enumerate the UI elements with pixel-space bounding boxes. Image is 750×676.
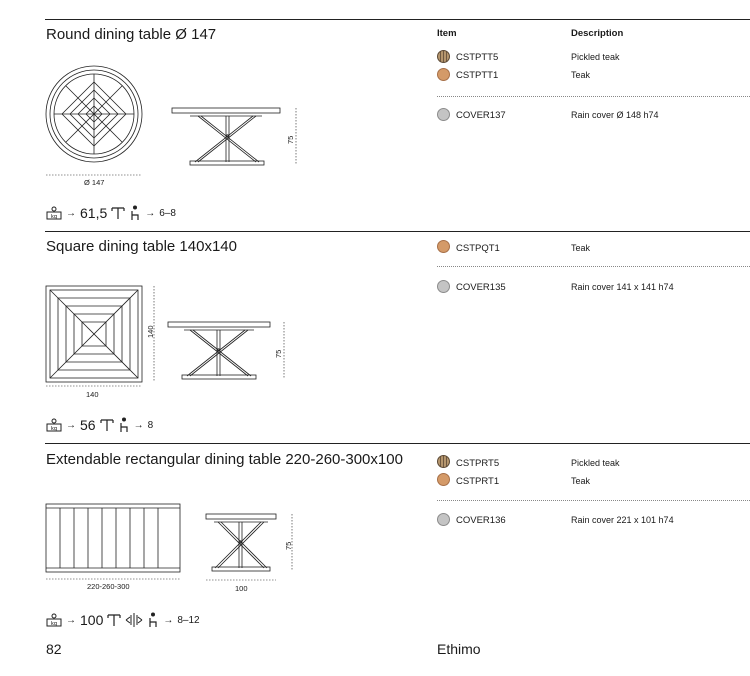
dotted-separator	[437, 500, 750, 501]
item-description: Teak	[571, 70, 591, 80]
item-description: Teak	[571, 243, 591, 253]
cover-description: Rain cover 141 x 141 h74	[571, 282, 674, 292]
cover-code: COVER135	[456, 282, 506, 293]
pickled-teak-swatch	[437, 455, 450, 468]
arrow-icon: →	[133, 419, 144, 431]
item-description: Pickled teak	[571, 458, 620, 468]
cover-description: Rain cover Ø 148 h74	[571, 110, 659, 120]
dotted-separator	[437, 266, 750, 267]
item-code: CSTPTT1	[456, 70, 499, 81]
arrow-icon: →	[66, 207, 76, 219]
weight-value: 100	[80, 612, 104, 628]
product-title: Extendable rectangular dining table 220-260-300x100	[46, 451, 403, 468]
rectangular-table-top-view	[44, 502, 182, 584]
seats-value: 8–12	[177, 614, 200, 626]
teak-swatch	[437, 473, 450, 486]
teak-swatch	[437, 240, 450, 253]
brand-name: Ethimo	[437, 641, 481, 657]
weight-kg-icon	[46, 613, 62, 627]
item-code: CSTPQT1	[456, 243, 500, 254]
product-title: Square dining table 140x140	[46, 238, 237, 255]
square-table-side-view	[166, 320, 290, 382]
weight-kg-icon	[46, 418, 62, 432]
item-description: Teak	[571, 476, 591, 486]
depth-dimension: 140	[146, 325, 155, 338]
weight-value: 61,5	[80, 205, 108, 221]
pickled-teak-swatch	[437, 50, 450, 63]
square-table-top-view	[44, 284, 160, 388]
umbrella-hole-icon	[100, 418, 114, 432]
umbrella-hole-icon	[111, 206, 125, 220]
item-code: CSTPRT5	[456, 458, 500, 469]
section-rule	[45, 231, 750, 232]
arrow-icon: →	[145, 207, 156, 219]
length-dimension: 220-260-300	[87, 582, 130, 591]
height-dimension: 75	[284, 541, 293, 550]
seats-value: 8	[147, 419, 154, 431]
seats-value: 6–8	[159, 207, 176, 219]
section-rule	[45, 443, 750, 444]
spec-row	[46, 612, 200, 628]
item-code: CSTPTT5	[456, 52, 499, 63]
svg-text:kg: kg	[50, 426, 58, 432]
spec-row	[46, 417, 153, 433]
arrow-icon: →	[163, 614, 174, 626]
round-table-side-view	[170, 106, 302, 168]
item-column-header: Item	[437, 28, 457, 39]
item-description: Pickled teak	[571, 52, 620, 62]
cover-swatch	[437, 513, 450, 526]
svg-text:kg: kg	[50, 214, 58, 220]
round-table-top-view	[44, 64, 144, 182]
description-column-header: Description	[571, 28, 624, 39]
height-dimension: 75	[274, 349, 283, 358]
seat-icon	[147, 612, 159, 628]
dotted-separator	[437, 96, 750, 97]
cover-code: COVER137	[456, 110, 506, 121]
umbrella-hole-icon	[107, 613, 121, 627]
page-number: 82	[46, 641, 62, 657]
cover-swatch	[437, 280, 450, 293]
teak-swatch	[437, 68, 450, 81]
item-code: CSTPRT1	[456, 476, 500, 487]
extendable-icon	[125, 612, 143, 628]
weight-value: 56	[80, 417, 96, 433]
seat-icon	[118, 417, 130, 433]
diameter-dimension: Ø 147	[84, 178, 105, 187]
spec-row	[46, 205, 176, 221]
weight-kg-icon	[46, 206, 62, 220]
product-title: Round dining table Ø 147	[46, 26, 217, 43]
depth-dimension: 100	[235, 584, 248, 593]
svg-text:kg: kg	[50, 621, 58, 627]
arrow-icon: →	[66, 614, 76, 626]
cover-code: COVER136	[456, 515, 506, 526]
top-rule	[45, 19, 750, 20]
height-dimension: 75	[286, 135, 295, 144]
seat-icon	[129, 205, 141, 221]
width-dimension: 140	[86, 390, 99, 399]
cover-swatch	[437, 108, 450, 121]
cover-description: Rain cover 221 x 101 h74	[571, 515, 674, 525]
arrow-icon: →	[66, 419, 76, 431]
